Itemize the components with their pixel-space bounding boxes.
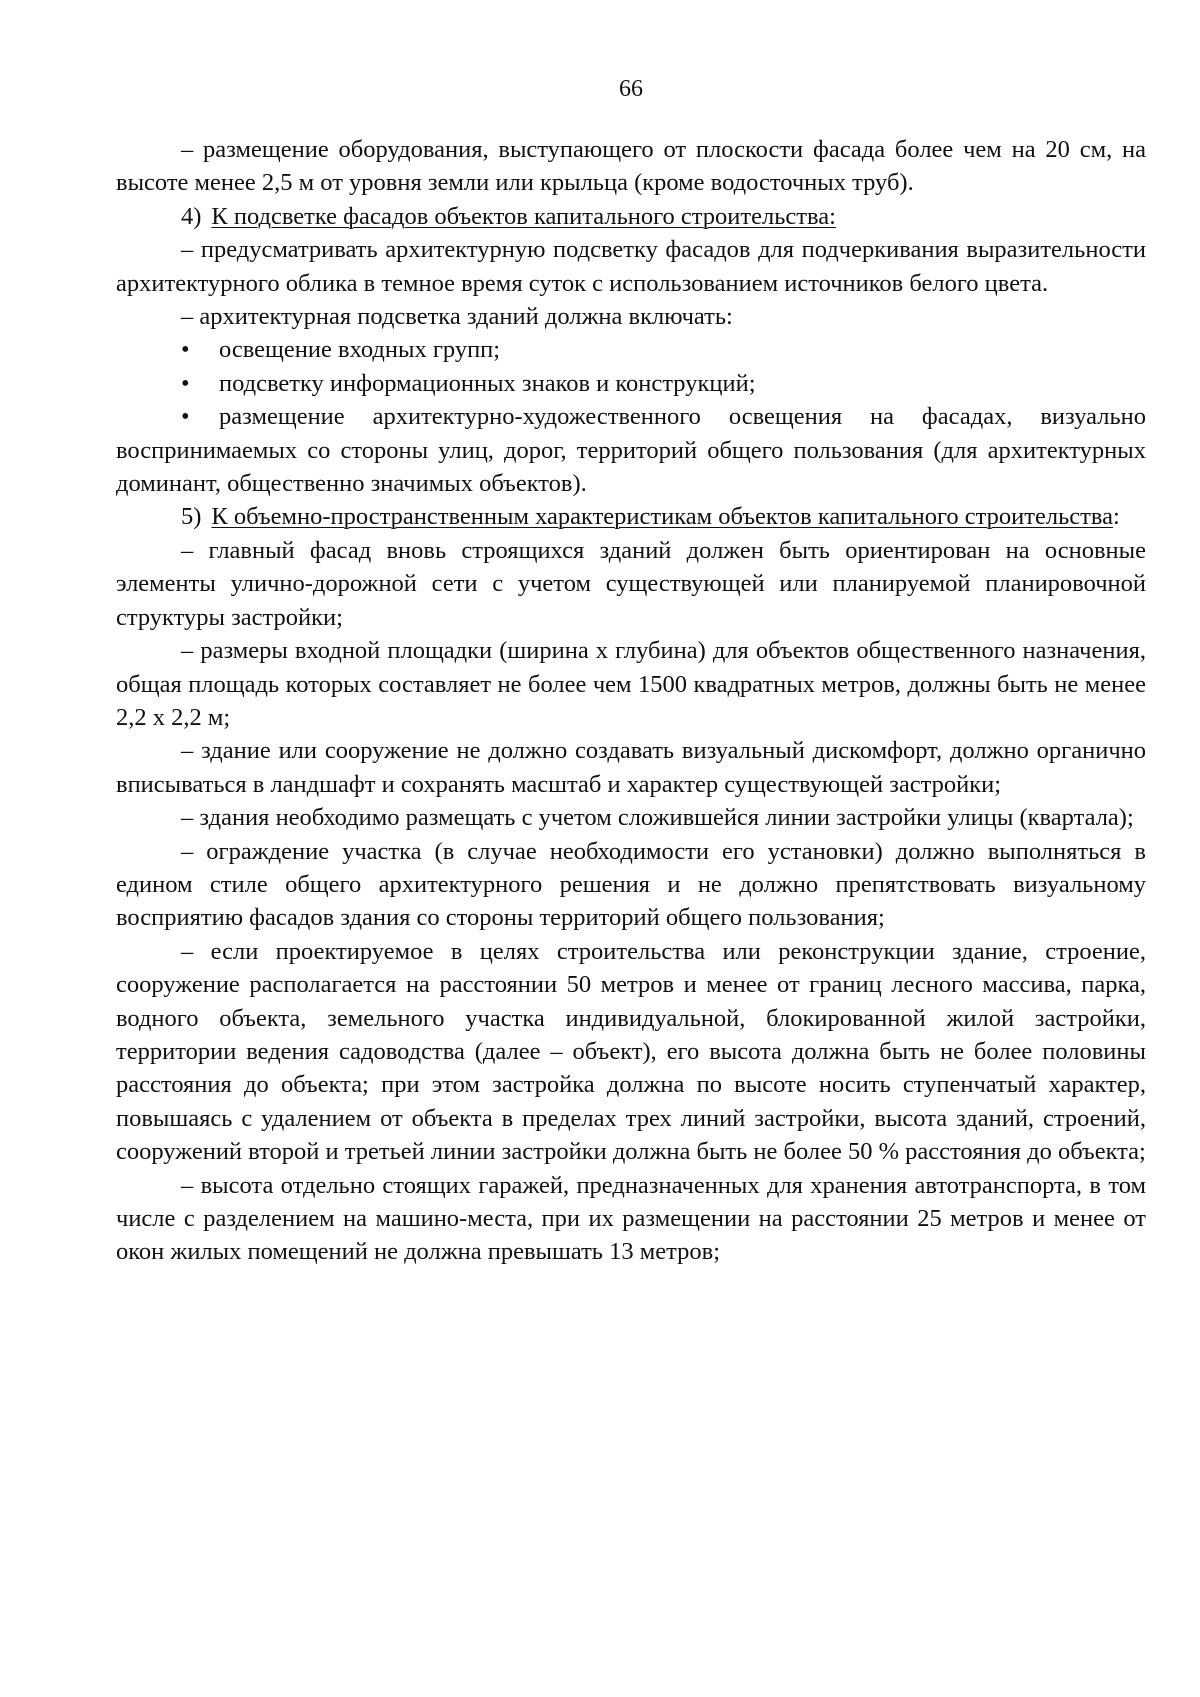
- bullet-item: [116, 367, 1146, 400]
- document-body: [116, 133, 1146, 1269]
- paragraph: – размещение оборудования, выступающего от плоскости фасада более чем на 20 см, на высоте менее 2,5 м от уровня земли или крыльца (кроме водосточных труб).: [116, 136, 1146, 197]
- paragraph: – ограждение участка (в случае необходимости его установки) должно выполняться в едином стиле общего архитектурного решения и не должно препятствовать визуальному восприятию фасадов здания со стороны территорий общего пользования;: [116, 837, 1146, 932]
- paragraph: – главный фасад вновь строящихся зданий должен быть ориентирован на основные элементы улично-дорожной сети с учетом существующей или планируемой планировочной структуры застройки;: [116, 536, 1146, 631]
- bullet-text: освещение входных групп;: [219, 336, 501, 364]
- section-title-colon: :: [1112, 503, 1120, 531]
- paragraph: – здания необходимо размещать с учетом сложившейся линии застройки улицы (квартала);: [181, 804, 1134, 832]
- paragraph: – архитектурная подсветка зданий должна включать:: [181, 303, 733, 331]
- bullet-icon: •: [181, 336, 190, 364]
- bullet-icon: •: [181, 403, 190, 431]
- paragraph: – если проектируемое в целях строительства или реконструкции здание, строение, сооружение располагается на расстоянии 50 метров и менее от границ лесного массива, парка, водного объекта, земельного участка индивидуальной, блокированной жилой застройки, территории ведения садоводства (далее – объект), его высота должна быть не более половины расстояния до объекта; при этом застройка должна по высоте носить ступенчатый характер, повышаясь с удалением от объекта в пределах трех линий застройки, высота зданий, строений, сооружений второй и третьей линии застройки должна быть не более 50 % расстояния до объекта;: [116, 937, 1146, 1166]
- section-heading-5: [116, 500, 1146, 533]
- bullet-item: [116, 333, 1146, 366]
- section-title: К подсветке фасадов объектов капитального строительства:: [211, 202, 836, 230]
- section-heading-4: [116, 200, 1146, 233]
- paragraph: – предусматривать архитектурную подсветку фасадов для подчеркивания выразительности архитектурного облика в темное время суток с использованием источников белого цвета.: [116, 236, 1146, 297]
- bullet-item: [116, 400, 1146, 500]
- bullet-icon: •: [181, 369, 190, 397]
- bullet-text: подсветку информационных знаков и конструкций;: [219, 369, 756, 397]
- paragraph: – размеры входной площадки (ширина х глубина) для объектов общественного назначения, общая площадь которых составляет не более чем 1500 квадратных метров, должны быть не менее 2,2 х 2,2 м;: [116, 637, 1146, 731]
- section-title: К объемно-пространственным характеристикам объектов капитального строительства: [211, 503, 1113, 531]
- page-number: 66: [619, 76, 643, 102]
- paragraph: – здание или сооружение не должно создавать визуальный дискомфорт, должно органично вписываться в ландшафт и сохранять масштаб и характер существующей застройки;: [116, 737, 1146, 798]
- paragraph: – высота отдельно стоящих гаражей, предназначенных для хранения автотранспорта, в том числе с разделением на машино-места, при их размещении на расстоянии 25 метров и менее от окон жилых помещений не должна превышать 13 метров;: [116, 1171, 1146, 1266]
- section-number: 4): [181, 202, 202, 230]
- section-number: 5): [181, 503, 202, 531]
- bullet-text: размещение архитектурно-художественного освещения на фасадах, визуально воспринимаемых со стороны улиц, дорог, территорий общего пользования (для архитектурных доминант, общественно значимых объектов).: [116, 403, 1146, 498]
